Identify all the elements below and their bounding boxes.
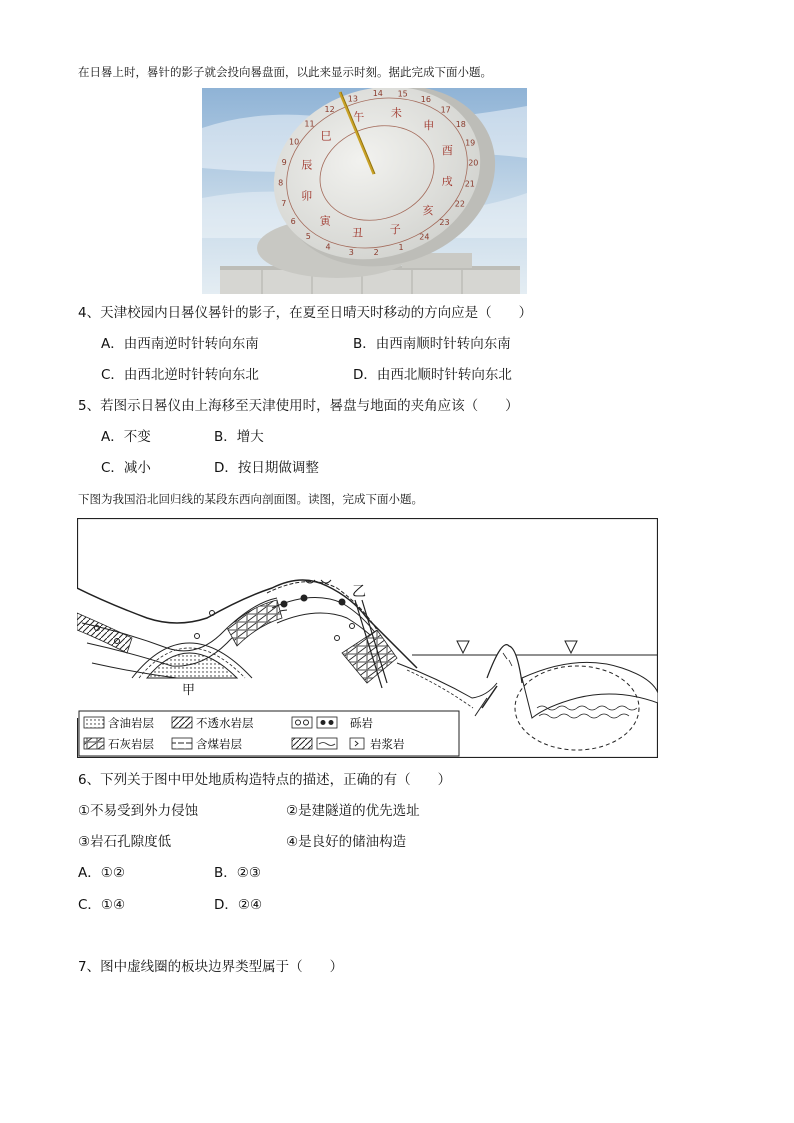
sundial-ring-label: 申 [423,118,435,132]
q6-option-d[interactable]: D．②④ [214,897,263,913]
sundial-ring-label: 3 [348,248,354,258]
sundial-ring-label: 辰 [301,158,313,172]
sundial-ring-label: 15 [397,89,408,99]
geologic-section-figure [77,518,658,758]
sundial-ring-label: 6 [290,217,296,227]
q5-option-b[interactable]: B．增大 [214,429,264,445]
intro-text-2: 下图为我国沿北回归线的某段东西向剖面图。读图，完成下面小题。 [78,492,423,506]
sundial-ring-label: 丑 [352,226,364,240]
q4-option-a[interactable]: A．由西南逆时针转向东南 [101,336,259,352]
q6-option-c[interactable]: C．①④ [78,897,126,913]
sundial-ring-label: 亥 [422,203,434,217]
sundial-photo [202,88,527,294]
q5-option-a[interactable]: A．不变 [101,429,151,445]
label-jia: 甲 [182,683,196,698]
sundial-ring-label: 子 [389,222,401,236]
sundial-ring-label: 21 [464,179,475,189]
sundial-ring-label: 寅 [319,214,331,228]
q6-stem: 6、下列关于图中甲处地质构造特点的描述，正确的有（ ） [78,772,452,788]
q4-option-b[interactable]: B．由西南顺时针转向东南 [353,336,511,352]
svg-text:不透水岩层: 不透水岩层 [196,716,254,730]
sundial-ring-label: 13 [347,94,358,104]
sundial-ring-label: 未 [390,106,402,120]
sundial-ring-label: 24 [419,232,430,242]
sundial-ring-label: 22 [454,199,465,209]
sundial-ring-label: 酉 [441,143,453,157]
q4-option-d[interactable]: D．由西北顺时针转向东北 [353,367,512,383]
sundial-ring-label: 5 [305,232,311,241]
legend-oil [84,716,154,730]
sundial-ring-label: 卯 [301,189,313,203]
sundial-ring-label: 戌 [441,174,453,188]
legend-conglomerate [292,716,373,730]
q6-item-1: ①不易受到外力侵蚀 [78,803,199,819]
q4-stem: 4、天津校园内日晷仪晷针的影子，在夏至日晴天时移动的方向应是（ ） [78,305,533,321]
svg-text:岩浆岩: 岩浆岩 [370,737,405,751]
sundial-ring-label: 午 [353,110,365,124]
sundial-ring-label: 10 [289,137,300,147]
sundial-ring-label: 8 [278,178,284,188]
sundial-ring-label: 17 [440,105,451,115]
q7-stem: 7、图中虚线圈的板块边界类型属于（ ） [78,959,344,975]
svg-text:含煤岩层: 含煤岩层 [196,737,242,751]
sundial-ring-label: 12 [324,104,335,114]
sundial-ring-label: 23 [439,217,450,227]
q5-option-c[interactable]: C．减小 [101,460,151,476]
q6-item-4: ④是良好的储油构造 [286,834,407,850]
sundial-ring-label: 巳 [320,129,332,143]
sundial-ring-label: 1 [398,242,404,252]
sundial-ring-label: 2 [373,248,379,258]
sundial-ring-label: 11 [304,119,315,129]
svg-text:砾岩: 砾岩 [350,716,373,730]
sundial-ring-label: 7 [281,199,287,208]
q6-item-2: ②是建隧道的优先选址 [286,803,420,819]
intro-text-1: 在日晷上时，晷针的影子就会投向晷盘面，以此来显示时刻。据此完成下面小题。 [78,65,492,79]
legend-coal [172,737,242,751]
legend-impermeable [172,716,254,730]
sundial-ring-label: 20 [468,158,479,168]
svg-text:含油岩层: 含油岩层 [108,716,154,730]
q6-option-b[interactable]: B．②③ [214,865,261,881]
sundial-ring-label: 18 [455,120,466,130]
sundial-ring-label: 14 [372,89,383,99]
sundial-ring-label: 9 [281,157,287,167]
q6-option-a[interactable]: A．①② [78,865,125,881]
q5-stem: 5、若图示日晷仪由上海移至天津使用时，晷盘与地面的夹角应该（ ） [78,398,519,414]
q6-item-3: ③岩石孔隙度低 [78,834,172,850]
legend-limestone [84,737,154,751]
svg-text:石灰岩层: 石灰岩层 [108,737,154,751]
sundial-ring-label: 19 [465,138,476,148]
sundial-ring-label: 4 [325,242,331,252]
q5-option-d[interactable]: D．按日期做调整 [214,460,319,476]
sundial-ring-label: 16 [420,94,431,104]
q4-option-c[interactable]: C．由西北逆时针转向东北 [101,367,259,383]
label-yi: 乙 [352,584,366,600]
